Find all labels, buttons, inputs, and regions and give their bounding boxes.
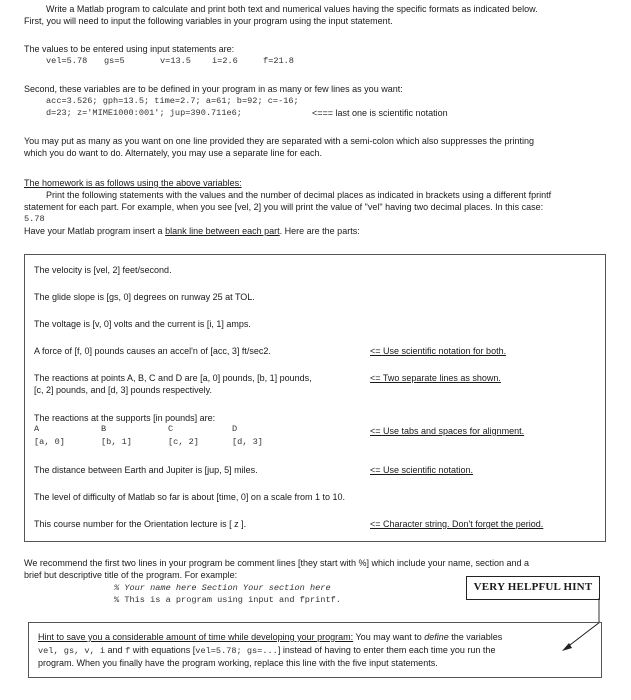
support-col-d: D [232, 424, 238, 434]
homework-heading: The homework is as follows using the above variables: [24, 178, 242, 188]
hint-line-2: vel, gs, v, i and f with equations [vel=5.78; gs=...] instead of having to enter them each time you run the [38, 645, 496, 656]
support-col-b: B [101, 424, 107, 434]
support-col-a: A [34, 424, 40, 434]
support-val-d: [d, 3] [232, 437, 263, 447]
part-reactions-line-2: [c, 2] pounds, and [d, 3] pounds respectively. [34, 385, 212, 395]
scientific-note: <=== last one is scientific notation [312, 108, 448, 118]
intro-line-2: First, you will need to input the following variables in your program using the input statement. [24, 16, 393, 26]
hint-line-3: program. When you finally have the program working, replace this line with the five input statements. [38, 658, 438, 668]
support-val-a: [a, 0] [34, 437, 65, 447]
supports-heading: The reactions at the supports [in pounds] are: [34, 413, 216, 423]
semicolon-line-1: You may put as many as you want on one line provided they are separated with a semi-colon which also suppresses the printing [24, 136, 534, 146]
distance-note: <= Use scientific notation. [370, 465, 474, 475]
hint-lead: Hint to save you a considerable amount of time while developing your program: [38, 632, 354, 642]
hint-equation: vel=5.78; gs=... [195, 646, 278, 656]
support-col-c: C [168, 424, 174, 434]
defined-line-2: d=23; z='MIME1000:001'; jup=390.711e6; [46, 108, 242, 118]
support-val-b: [b, 1] [101, 437, 132, 447]
part-force: A force of [f, 0] pounds causes an accel'n of [acc, 3] ft/sec2. [34, 346, 271, 356]
hint-line-1: Hint to save you a considerable amount of time while developing your program: You may want to define the variables [38, 632, 503, 642]
blank-line-emphasis: blank line between each part [165, 226, 280, 236]
comment-line-1: % Your name here Section Your section here [114, 583, 331, 593]
defined-heading: Second, these variables are to be defined in your program in as many or few lines as you want: [24, 84, 403, 94]
input-vel: vel=5.78 [46, 56, 88, 66]
semicolon-line-2: which you do want to do. Alternately, you may use a separate line for each. [24, 148, 323, 158]
part-distance: The distance between Earth and Jupiter is [jup, 5] miles. [34, 465, 258, 475]
part-course: This course number for the Orientation lecture is [ z ]. [34, 519, 247, 529]
homework-line-2: statement for each part. For example, when you see [vel, 2] you will print the value of "vel" having two decimal places. In this case: [24, 202, 544, 212]
recommend-line-2: brief but descriptive title of the program. For example: [24, 570, 238, 580]
input-i: i=2.6 [212, 56, 238, 66]
part-velocity: The velocity is [vel, 2] feet/second. [34, 265, 172, 275]
homework-example: 5.78 [24, 214, 45, 224]
intro-line-1: Write a Matlab program to calculate and print both text and numerical values having the specific formats as indicated below. [46, 4, 538, 14]
hint-var-f: f [125, 646, 131, 656]
part-reactions-line-1: The reactions at points A, B, C and D are [a, 0] pounds, [b, 1] pounds, [34, 373, 312, 383]
part-voltage: The voltage is [v, 0] volts and the current is [i, 1] amps. [34, 319, 251, 329]
homework-line-3: Have your Matlab program insert a blank line between each part. Here are the parts: [24, 226, 360, 236]
comment-line-2: % This is a program using input and fprintf. [114, 595, 341, 605]
hint-define: define [424, 632, 449, 642]
input-f: f=21.8 [263, 56, 294, 66]
part-glide-slope: The glide slope is [gs, 0] degrees on runway 25 at TOL. [34, 292, 255, 302]
inputs-heading: The values to be entered using input statements are: [24, 44, 235, 54]
very-helpful-hint-label: VERY HELPFUL HINT [466, 576, 600, 600]
hint-vars: vel, gs, v, i [38, 646, 106, 656]
force-note: <= Use scientific notation for both. [370, 346, 507, 356]
part-difficulty: The level of difficulty of Matlab so far is about [time, 0] on a scale from 1 to 10. [34, 492, 345, 502]
recommend-line-1: We recommend the first two lines in your program be comment lines [they start with %] which include your name, section and a [24, 558, 530, 568]
support-val-c: [c, 2] [168, 437, 199, 447]
defined-line-1: acc=3.526; gph=13.5; time=2.7; a=61; b=92; c=-16; [46, 96, 299, 106]
homework-line-1: Print the following statements with the values and the number of decimal places as indicated in brackets using a different fprintf [46, 190, 552, 200]
course-note: <= Character string. Don't forget the period. [370, 519, 544, 529]
supports-note: <= Use tabs and spaces for alignment. [370, 426, 525, 436]
reactions-note: <= Two separate lines as shown. [370, 373, 501, 383]
input-v: v=13.5 [160, 56, 191, 66]
input-gs: gs=5 [104, 56, 125, 66]
